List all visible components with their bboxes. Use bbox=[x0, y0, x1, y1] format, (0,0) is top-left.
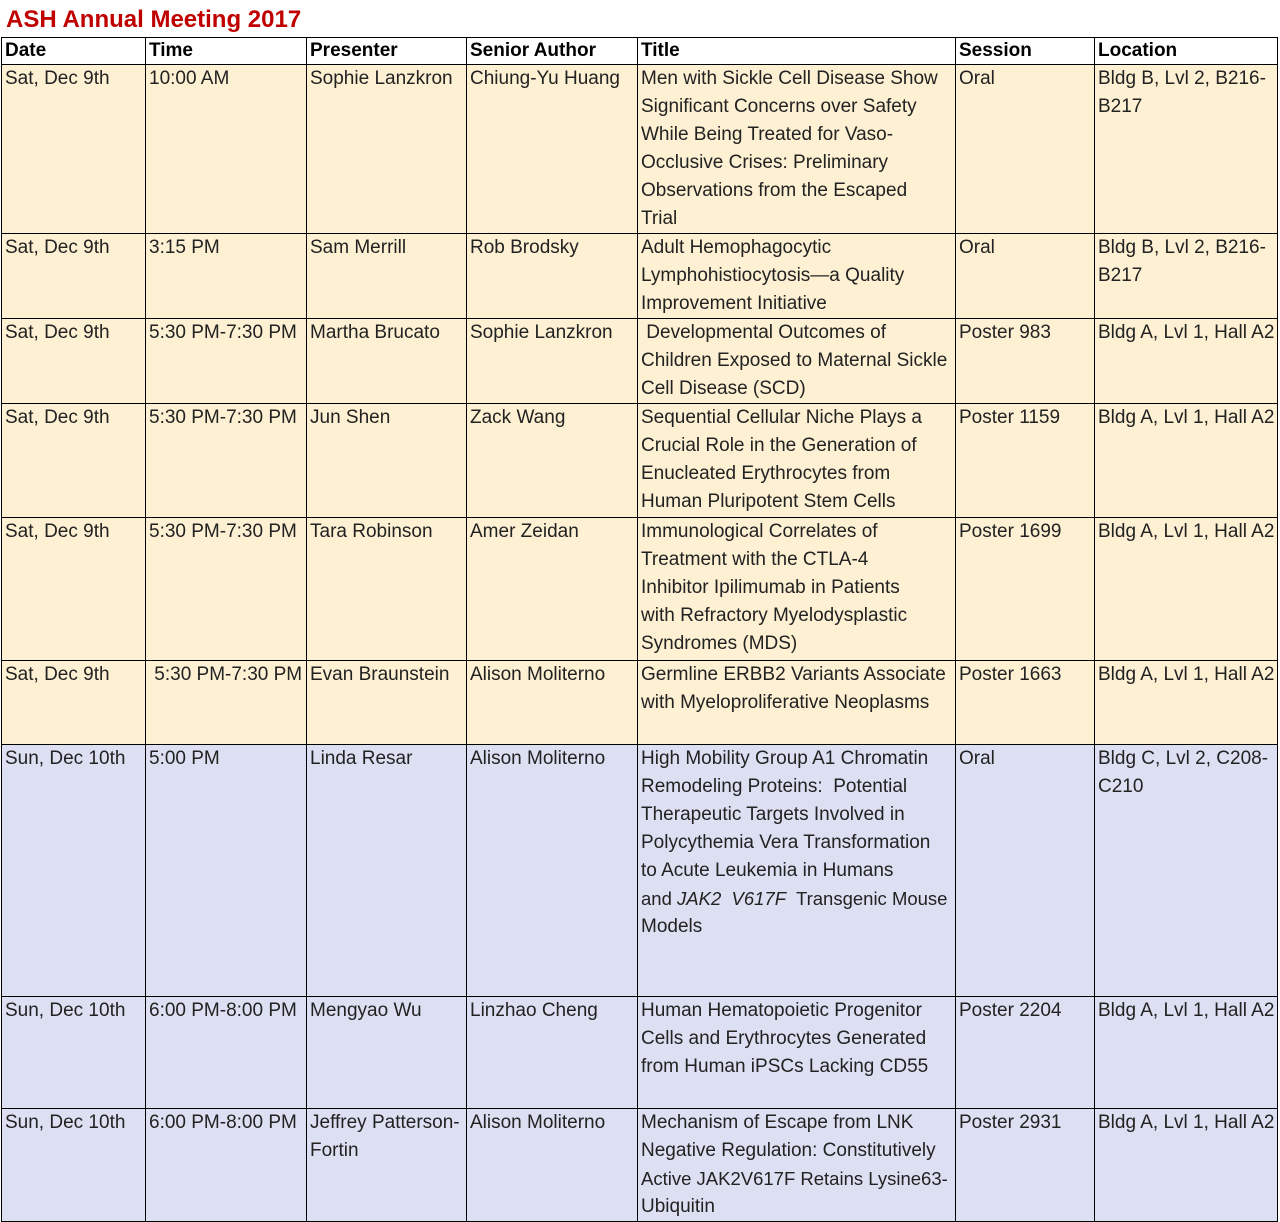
title-line: Significant Concerns over Safety bbox=[641, 96, 917, 117]
location-line: Bldg A, Lvl 1, Hall A2 bbox=[1098, 1000, 1275, 1021]
cell-title bbox=[638, 1109, 956, 1222]
cell-presenter: Martha Brucato bbox=[307, 319, 467, 404]
cell-senior-author: Chiung-Yu Huang bbox=[467, 65, 638, 234]
cell-title bbox=[638, 518, 956, 661]
column-header-title: Title bbox=[638, 38, 956, 65]
table-row bbox=[2, 661, 1278, 745]
title-line: and JAK2 V617F Transgenic Mouse bbox=[641, 888, 948, 909]
title-line: Models bbox=[641, 916, 703, 937]
title-line: Observations from the Escaped bbox=[641, 180, 908, 201]
location-line: Bldg C, Lvl 2, C208- bbox=[1098, 748, 1269, 769]
title-line: Cell Disease (SCD) bbox=[641, 378, 806, 399]
title-line: to Acute Leukemia in Humans bbox=[641, 860, 894, 881]
location-line: Bldg A, Lvl 1, Hall A2 bbox=[1098, 322, 1275, 343]
table-row bbox=[2, 65, 1278, 234]
title-line: Mechanism of Escape from LNK bbox=[641, 1112, 914, 1133]
cell-session: Oral bbox=[956, 65, 1095, 234]
title-line: Children Exposed to Maternal Sickle bbox=[641, 350, 948, 371]
cell-title bbox=[638, 234, 956, 319]
cell-presenter: Mengyao Wu bbox=[307, 997, 467, 1109]
title-line: Treatment with the CTLA-4 bbox=[641, 549, 869, 570]
title-line: Germline ERBB2 Variants Associate bbox=[641, 664, 946, 685]
title-line: Inhibitor Ipilimumab in Patients bbox=[641, 577, 900, 598]
cell-senior-author: Amer Zeidan bbox=[467, 518, 638, 661]
cell-senior-author: Sophie Lanzkron bbox=[467, 319, 638, 404]
cell-title bbox=[638, 319, 956, 404]
title-line: Improvement Initiative bbox=[641, 293, 827, 314]
location-line: Bldg B, Lvl 2, B216- bbox=[1098, 237, 1266, 258]
title-line: Therapeutic Targets Involved in bbox=[641, 804, 905, 825]
cell-senior-author: Alison Moliterno bbox=[467, 661, 638, 745]
cell-senior-author: Linzhao Cheng bbox=[467, 997, 638, 1109]
column-header-presenter: Presenter bbox=[307, 38, 467, 65]
title-line: Occlusive Crises: Preliminary bbox=[641, 152, 889, 173]
cell-session: Poster 2931 bbox=[956, 1109, 1095, 1222]
title-line: Trial bbox=[641, 208, 678, 229]
cell-location bbox=[1095, 997, 1278, 1109]
cell-time: 10:00 AM bbox=[146, 65, 307, 234]
cell-senior-author: Alison Moliterno bbox=[467, 745, 638, 997]
column-header-location: Location bbox=[1095, 38, 1278, 65]
table-row bbox=[2, 518, 1278, 661]
title-line: Remodeling Proteins: Potential bbox=[641, 776, 908, 797]
title-line: While Being Treated for Vaso- bbox=[641, 124, 894, 145]
cell-presenter: Jeffrey Patterson-Fortin bbox=[307, 1109, 467, 1222]
cell-time: 5:30 PM-7:30 PM bbox=[146, 518, 307, 661]
title-line: Human Pluripotent Stem Cells bbox=[641, 491, 896, 512]
cell-date: Sun, Dec 10th bbox=[2, 997, 146, 1109]
cell-location bbox=[1095, 661, 1278, 745]
cell-time: 6:00 PM-8:00 PM bbox=[146, 997, 307, 1109]
table-row bbox=[2, 319, 1278, 404]
cell-title bbox=[638, 661, 956, 745]
cell-date: Sat, Dec 9th bbox=[2, 404, 146, 518]
title-line: Polycythemia Vera Transformation bbox=[641, 832, 931, 853]
cell-session: Poster 1699 bbox=[956, 518, 1095, 661]
cell-title bbox=[638, 65, 956, 234]
cell-session: Poster 1663 bbox=[956, 661, 1095, 745]
location-line: B217 bbox=[1098, 96, 1143, 117]
title-line: Cells and Erythrocytes Generated bbox=[641, 1028, 927, 1049]
cell-presenter: Linda Resar bbox=[307, 745, 467, 997]
table-row bbox=[2, 997, 1278, 1109]
column-header-session: Session bbox=[956, 38, 1095, 65]
cell-time: 5:00 PM bbox=[146, 745, 307, 997]
column-header-senior-author: Senior Author bbox=[467, 38, 638, 65]
cell-title bbox=[638, 997, 956, 1109]
column-header-time: Time bbox=[146, 38, 307, 65]
column-header-date: Date bbox=[2, 38, 146, 65]
cell-location bbox=[1095, 234, 1278, 319]
cell-date: Sun, Dec 10th bbox=[2, 1109, 146, 1222]
table-row bbox=[2, 1109, 1278, 1222]
cell-location bbox=[1095, 518, 1278, 661]
table-row bbox=[2, 745, 1278, 997]
cell-session: Poster 1159 bbox=[956, 404, 1095, 518]
cell-time: 5:30 PM-7:30 PM bbox=[146, 319, 307, 404]
cell-location bbox=[1095, 319, 1278, 404]
cell-presenter: Tara Robinson bbox=[307, 518, 467, 661]
title-line: Negative Regulation: Constitutively bbox=[641, 1140, 936, 1161]
header-row bbox=[2, 38, 1278, 65]
title-line: with Refractory Myelodysplastic bbox=[641, 605, 908, 626]
title-line: Active JAK2V617F Retains Lysine63- bbox=[641, 1168, 948, 1189]
title-line: Developmental Outcomes of bbox=[641, 322, 887, 343]
cell-location bbox=[1095, 745, 1278, 997]
cell-senior-author: Alison Moliterno bbox=[467, 1109, 638, 1222]
location-line: Bldg A, Lvl 1, Hall A2 bbox=[1098, 664, 1275, 685]
cell-title bbox=[638, 404, 956, 518]
page-title: ASH Annual Meeting 2017 bbox=[6, 6, 302, 33]
cell-time: 5:30 PM-7:30 PM bbox=[146, 661, 307, 745]
location-line: C210 bbox=[1098, 776, 1144, 797]
schedule-table bbox=[1, 37, 1278, 1222]
location-line: Bldg B, Lvl 2, B216- bbox=[1098, 68, 1266, 89]
cell-time: 3:15 PM bbox=[146, 234, 307, 319]
cell-time: 5:30 PM-7:30 PM bbox=[146, 404, 307, 518]
cell-date: Sat, Dec 9th bbox=[2, 319, 146, 404]
location-line: Bldg A, Lvl 1, Hall A2 bbox=[1098, 521, 1275, 542]
location-line: B217 bbox=[1098, 265, 1143, 286]
title-line: Ubiquitin bbox=[641, 1196, 715, 1217]
title-line: High Mobility Group A1 Chromatin bbox=[641, 748, 929, 769]
cell-date: Sat, Dec 9th bbox=[2, 65, 146, 234]
cell-title bbox=[638, 745, 956, 997]
cell-session: Poster 2204 bbox=[956, 997, 1095, 1109]
title-line: Enucleated Erythrocytes from bbox=[641, 463, 891, 484]
title-line: Syndromes (MDS) bbox=[641, 633, 798, 654]
location-line: Bldg A, Lvl 1, Hall A2 bbox=[1098, 407, 1275, 428]
cell-time: 6:00 PM-8:00 PM bbox=[146, 1109, 307, 1222]
cell-senior-author: Rob Brodsky bbox=[467, 234, 638, 319]
table-row bbox=[2, 234, 1278, 319]
cell-session: Oral bbox=[956, 234, 1095, 319]
title-line: with Myeloproliferative Neoplasms bbox=[641, 692, 930, 713]
cell-presenter: Evan Braunstein bbox=[307, 661, 467, 745]
cell-session: Oral bbox=[956, 745, 1095, 997]
cell-date: Sun, Dec 10th bbox=[2, 745, 146, 997]
cell-session: Poster 983 bbox=[956, 319, 1095, 404]
title-line: Lymphohistiocytosis—a Quality bbox=[641, 265, 905, 286]
cell-location bbox=[1095, 1109, 1278, 1222]
cell-presenter: Sophie Lanzkron bbox=[307, 65, 467, 234]
cell-date: Sat, Dec 9th bbox=[2, 518, 146, 661]
title-line: from Human iPSCs Lacking CD55 bbox=[641, 1056, 929, 1077]
cell-presenter: Jun Shen bbox=[307, 404, 467, 518]
title-line: Crucial Role in the Generation of bbox=[641, 435, 917, 456]
cell-date: Sat, Dec 9th bbox=[2, 661, 146, 745]
cell-location bbox=[1095, 65, 1278, 234]
table-row bbox=[2, 404, 1278, 518]
title-line: Sequential Cellular Niche Plays a bbox=[641, 407, 922, 428]
cell-senior-author: Zack Wang bbox=[467, 404, 638, 518]
title-line: Men with Sickle Cell Disease Show bbox=[641, 68, 938, 89]
title-line: Immunological Correlates of bbox=[641, 521, 878, 542]
title-line: Human Hematopoietic Progenitor bbox=[641, 1000, 922, 1021]
location-line: Bldg A, Lvl 1, Hall A2 bbox=[1098, 1112, 1275, 1133]
cell-date: Sat, Dec 9th bbox=[2, 234, 146, 319]
cell-location bbox=[1095, 404, 1278, 518]
title-line: Adult Hemophagocytic bbox=[641, 237, 832, 258]
cell-presenter: Sam Merrill bbox=[307, 234, 467, 319]
